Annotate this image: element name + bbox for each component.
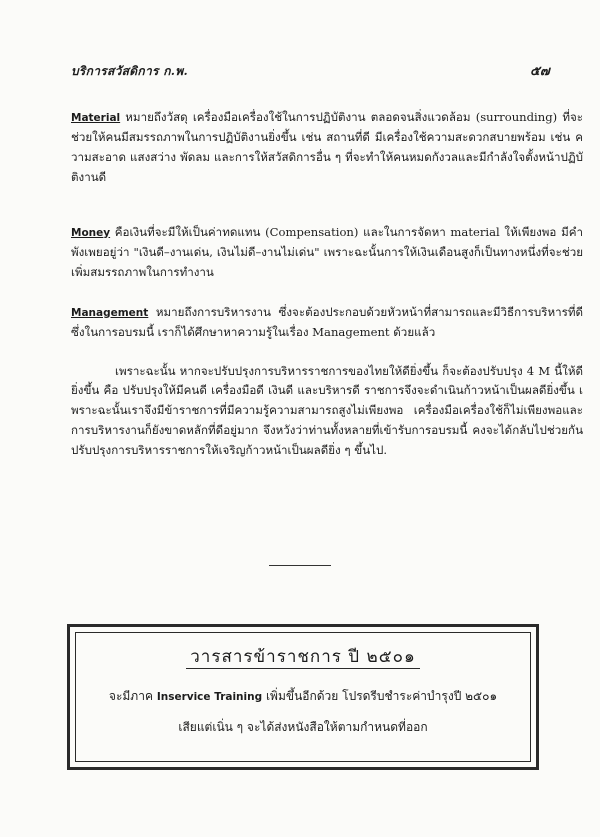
term-management: Management [71, 306, 149, 319]
notice-title-text: วารสารข้าราชการ ปี ๒๕๐๑ [186, 647, 419, 669]
paragraph-material [71, 108, 583, 188]
notice-title [70, 643, 536, 670]
running-header-title: บริการสวัสดิการ ก.พ. [71, 64, 188, 78]
notice-line-1-prefix: จะมีภาค [108, 689, 157, 703]
paragraph-management [71, 303, 583, 344]
notice-line-1 [70, 687, 536, 706]
paragraph-management-text: หมายถึงการบริหารงาน ซึ่งจะต้องประกอบด้วยหัวหน้าที่สามารถและมีวิธีการบริหารที่ดี ซึ่งในการอบรมนี้ เราก็ได้ศึกษาหาความรู้ในเรื่อง Management ด้วยแล้ว [71, 304, 583, 340]
paragraph-material-text: หมายถึงวัสดุ เครื่องมือเครื่องใช้ในการปฏิบัติงาน ตลอดจนสิ่งแวดล้อม (surrounding) ที่จะช่วยให้คนมีสมรรถภาพในการปฏิบัติงานยิ่งขึ้น เช่น สถานที่ดี มีเครื่องใช้ความสะดวกสบายพร้อม เช่น ความสะอาด แสงสว่าง พัดลม และการให้สวัสดิการอื่น ๆ ที่จะทำให้คนหมดกังวลและมีกำลังใจตั้งหน้าปฏิบัติงานดี [71, 109, 583, 184]
notice-line-1-highlight: Inservice Training [156, 691, 263, 703]
notice-line-2: เสียแต่เนิ่น ๆ จะได้ส่งหนังสือให้ตามกำหนดที่ออก [178, 720, 428, 734]
paragraph-money [71, 223, 583, 283]
notice-box [67, 624, 539, 770]
paragraph-conclusion [71, 362, 583, 461]
section-divider [269, 565, 331, 566]
page-number: ๕๗ [530, 64, 550, 79]
term-money: Money [71, 226, 111, 239]
notice-line-1-suffix: เพิ่มขึ้นอีกด้วย โปรดรีบชำระค่าบำรุงปี ๒๕๐๑ [262, 689, 498, 703]
paragraph-conclusion-text: เพราะฉะนั้น หากจะปรับปรุงการบริหารราชการของไทยให้ดียิ่งขึ้น ก็จะต้องปรับปรุง 4 M นี้ให้ดียิ่งขึ้น คือ ปรับปรุงให้มีคนดี เครื่องมือดี เงินดี และบริหารดี ราชการจึงจะดำเนินก้าวหน้าเป็นผลดียิ่งขึ้น เพราะฉะนั้นเราจึงมีข้าราชการที่มีความรู้ความสามารถสูงไม่เพียงพอ เครื่องมือเครื่องใช้ก็ไม่เพียงพอและการบริหารงานก็ยังขาดหลักที่ดีอยู่มาก จึงหวังว่าท่านทั้งหลายที่เข้ารับการอบรมนี้ คงจะได้กลับไปช่วยกันปรับปรุงการบริหารราชการให้เจริญก้าวหน้าเป็นผลดียิ่ง ๆ ขึ้นไป. [71, 363, 583, 457]
term-material: Material [71, 111, 121, 124]
paragraph-money-text: คือเงินที่จะมีให้เป็นค่าทดแทน (Compensation) และในการจัดหา material ให้เพียงพอ มีคำพังเพยอยู่ว่า "เงินดี–งานเด่น, เงินไม่ดี–งานไม่เด่น" เพราะฉะนั้นการให้เงินเดือนสูงก็เป็นทางหนึ่งที่จะช่วยเพิ่มสมรรถภาพในการทำงาน [71, 224, 583, 280]
